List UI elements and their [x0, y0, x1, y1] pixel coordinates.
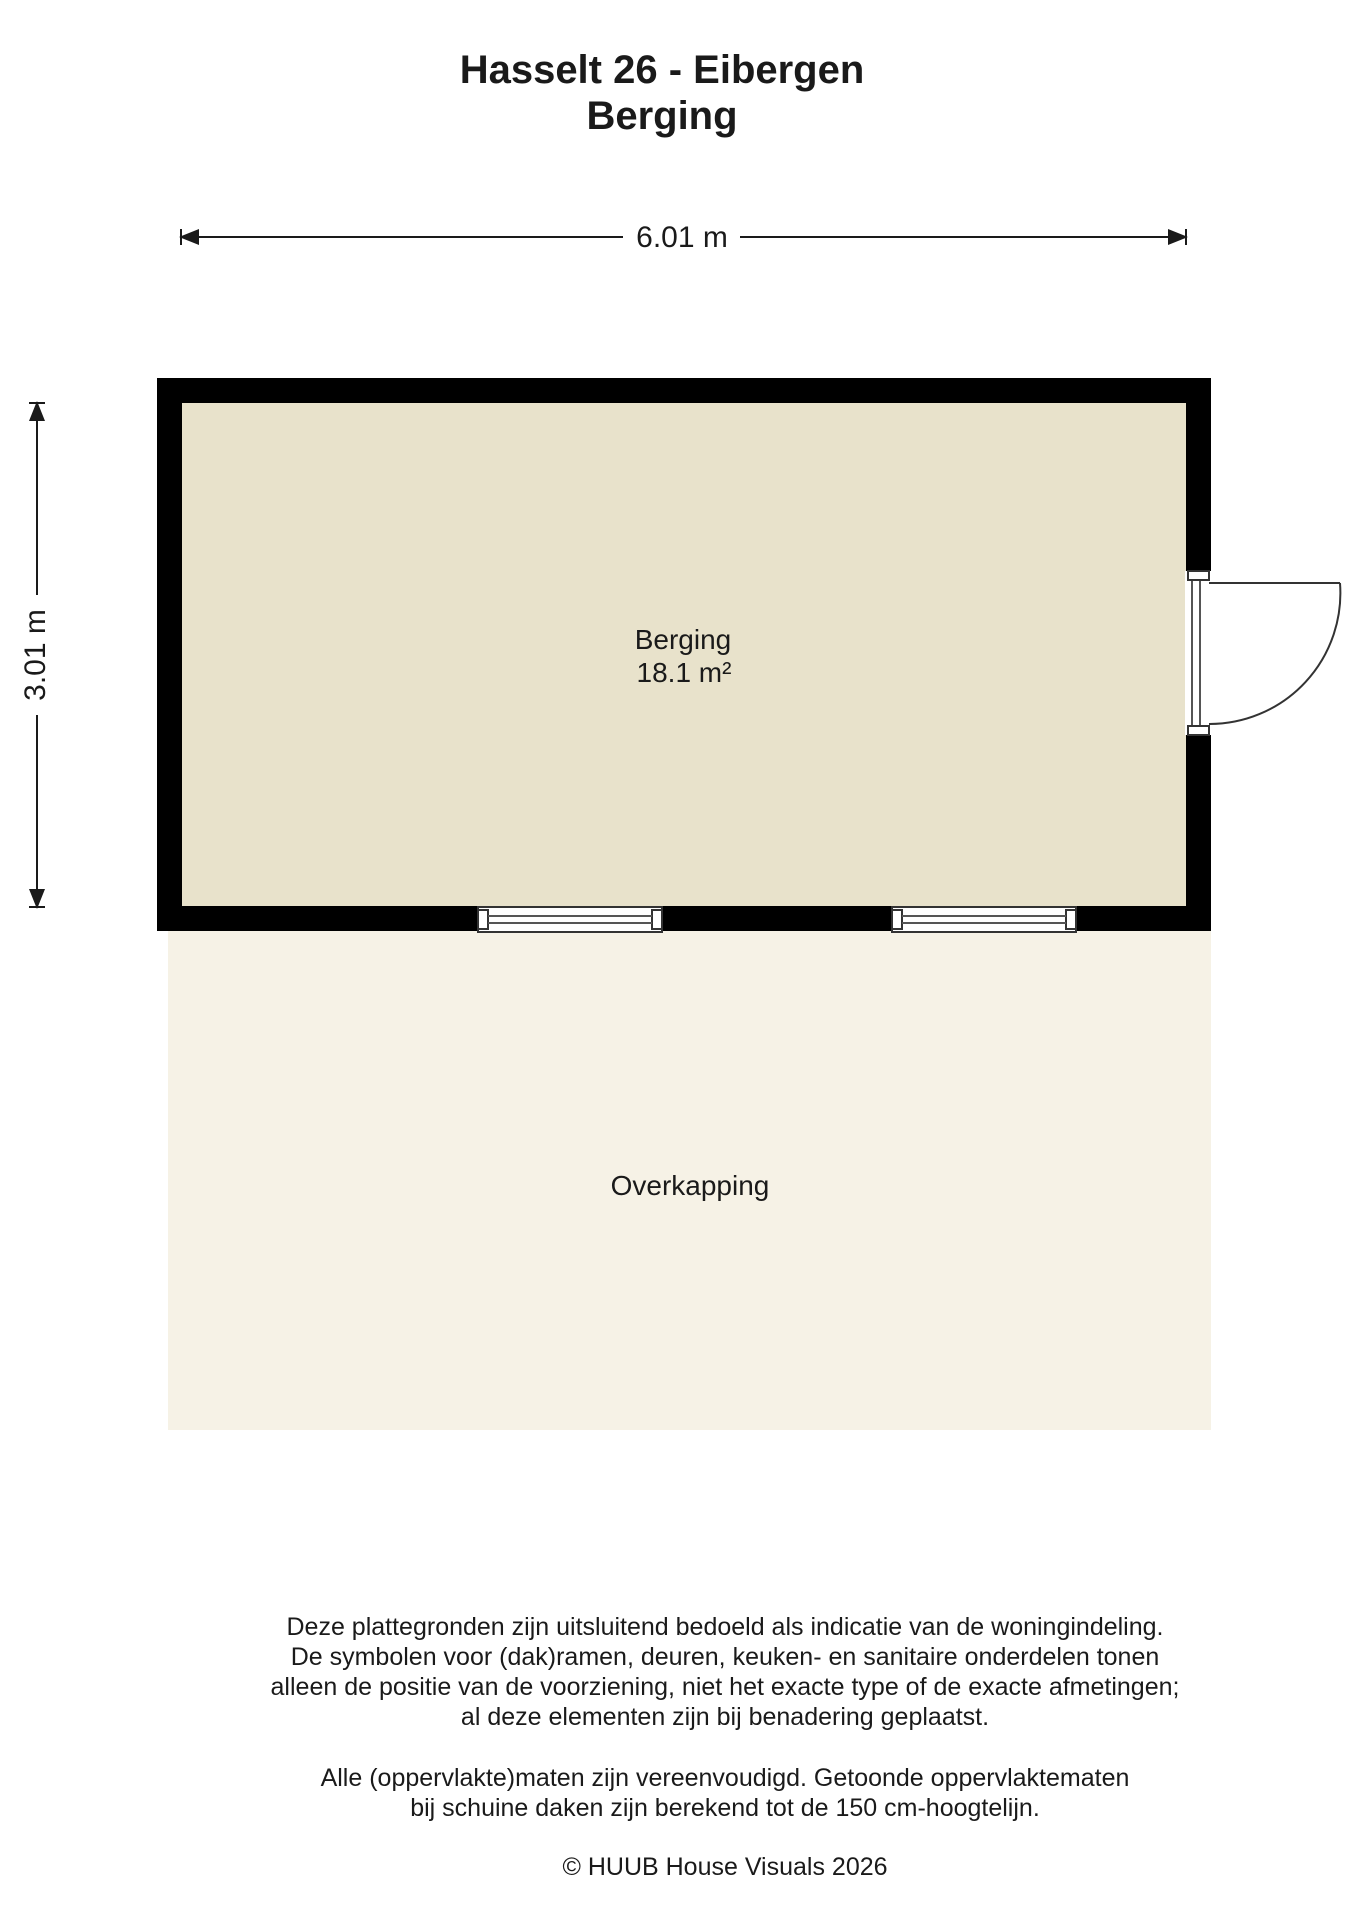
- height-dimension-label: 3.01 m: [18, 609, 52, 701]
- plan-subtitle: Berging: [586, 94, 738, 138]
- disclaimer-line: al deze elementen zijn bij benadering geplaatst.: [460, 1703, 990, 1731]
- disclaimer-line: Alle (oppervlakte)maten zijn vereenvoudigd. Getoonde oppervlaktematen: [320, 1764, 1130, 1792]
- disclaimer-line: alleen de positie van de voorziening, niet het exacte type of de exacte afmetingen;: [270, 1673, 1180, 1701]
- door: [1185, 571, 1340, 735]
- plan-title: Hasselt 26 - Eibergen: [459, 48, 865, 92]
- berging-room-label: Berging: [634, 624, 732, 655]
- disclaimer-paragraph-2: [0, 1763, 1358, 1823]
- width-dimension: [181, 221, 1186, 254]
- width-dimension-label: 6.01 m: [636, 221, 728, 254]
- overkapping-label: Overkapping: [610, 1170, 770, 1201]
- disclaimer-line: De symbolen voor (dak)ramen, deuren, keuken- en sanitaire onderdelen tonen: [290, 1643, 1160, 1671]
- window-left: [478, 907, 662, 932]
- height-dimension: [19, 403, 52, 907]
- disclaimer-line: Deze plattegronden zijn uitsluitend bedoeld als indicatie van de woningindeling.: [286, 1613, 1164, 1641]
- disclaimer-paragraph-1: [0, 1612, 1358, 1732]
- disclaimer-line: bij schuine daken zijn berekend tot de 150 cm-hoogtelijn.: [410, 1794, 1040, 1822]
- copyright: © HUUB House Visuals 2026: [562, 1853, 888, 1881]
- window-right: [892, 907, 1076, 932]
- berging-room-area: 18.1 m²: [636, 657, 732, 688]
